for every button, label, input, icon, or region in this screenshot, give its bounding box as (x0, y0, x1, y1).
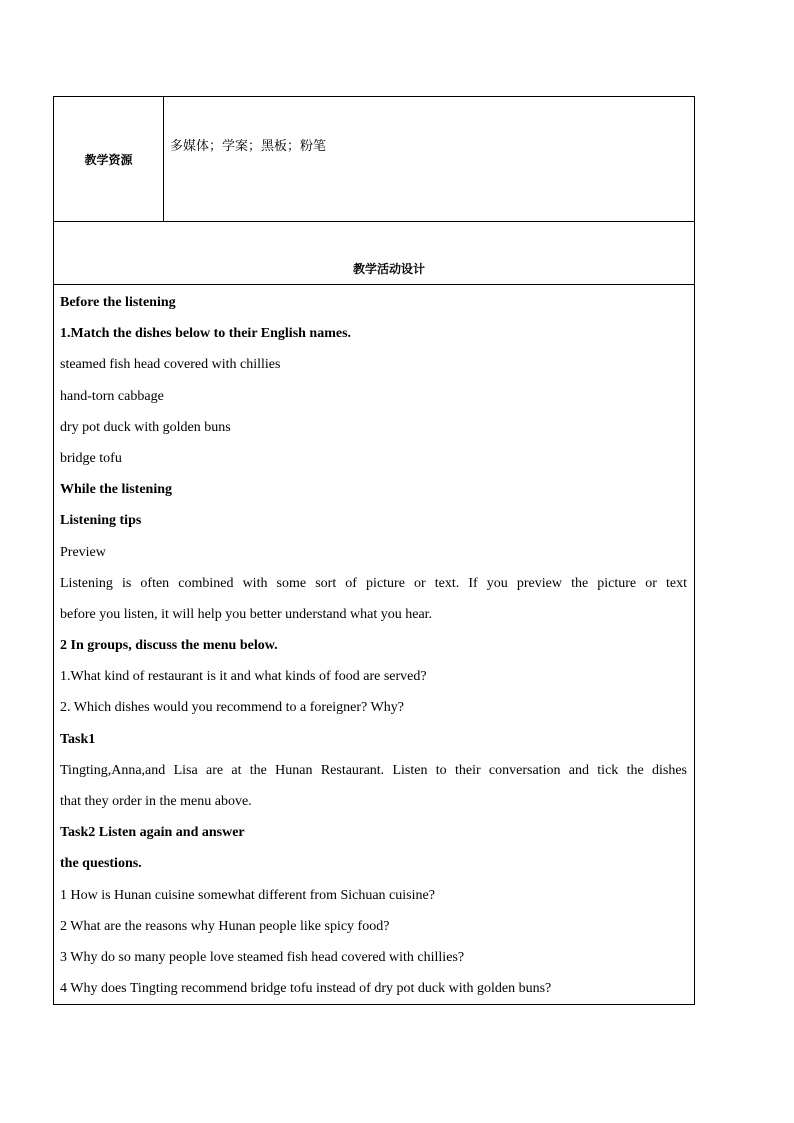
content-text-line: that they order in the menu above. (60, 794, 252, 809)
activity-content (54, 285, 694, 1004)
resource-value: 多媒体；学案；黑板；粉笔 (170, 139, 327, 154)
content-heading-line: 1.Match the dishes below to their English names. (60, 326, 352, 342)
content-text-line: Preview (60, 544, 106, 560)
content-text-line: 4 Why does Tingting recommend bridge tofu instead of dry pot duck with golden buns? (60, 981, 552, 997)
lesson-plan-table (53, 96, 695, 1005)
content-text-line: 2. Which dishes would you recommend to a foreigner? Why? (60, 700, 404, 716)
content-text-line: Listening is often combined with some sort of picture or text. If you preview the picture or text (60, 575, 687, 591)
content-heading-line: While the listening (60, 482, 173, 498)
content-text-line: hand-torn cabbage (60, 388, 164, 404)
content-heading-line: 2 In groups, discuss the menu below. (60, 638, 278, 654)
content-text-line: bridge tofu (60, 450, 122, 466)
content-text-line: 3 Why do so many people love steamed fish head covered with chillies? (60, 949, 465, 965)
content-text-line: 1.What kind of restaurant is it and what kinds of food are served? (60, 669, 427, 685)
content-text-line: dry pot duck with golden buns (60, 419, 231, 435)
content-heading-line: Listening tips (60, 513, 142, 529)
content-text-line: steamed fish head covered with chillies (60, 357, 281, 373)
content-heading-line: Task2 Listen again and answer (60, 825, 245, 841)
content-text-line: before you listen, it will help you better understand what you hear. (60, 606, 433, 622)
content-text-line: 1 How is Hunan cuisine somewhat different from Sichuan cuisine? (60, 887, 435, 903)
content-heading-line: the questions. (60, 856, 142, 872)
activity-heading: 教学活动设计 (352, 262, 425, 276)
activity-heading-row (54, 222, 694, 285)
content-text-line: 2 What are the reasons why Hunan people like spicy food? (60, 918, 390, 934)
content-text-line: Tingting,Anna,and Lisa are at the Hunan Restaurant. Listen to their conversation and tick the dishes (60, 762, 687, 778)
resource-row (54, 97, 694, 222)
content-heading-line: Before the listening (60, 295, 176, 310)
content-heading-line: Task1 (60, 731, 96, 747)
resource-label: 教学资源 (54, 97, 164, 221)
